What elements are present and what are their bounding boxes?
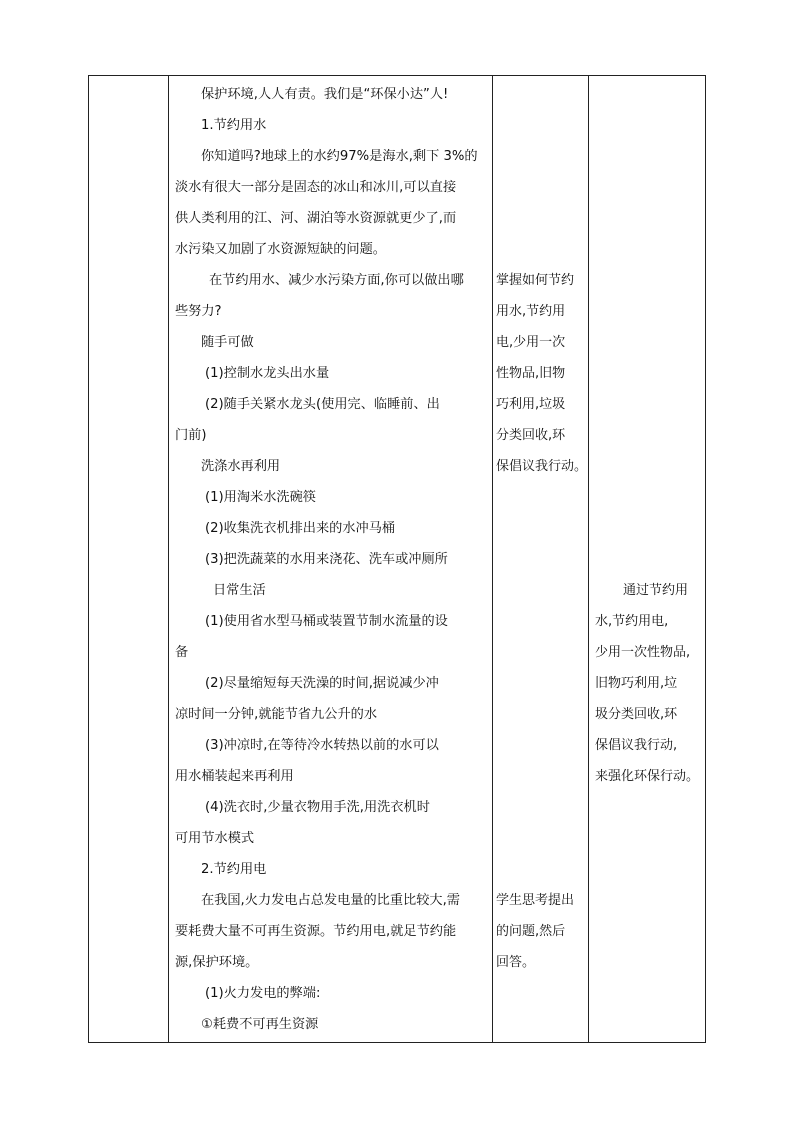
- text-line: 掌握如何节约: [496, 273, 575, 288]
- student-activity-column: [493, 76, 588, 1042]
- text-line: 些努力?: [175, 304, 222, 319]
- text-line: 的问题,然后: [496, 924, 566, 939]
- text-line: 学生思考提出: [496, 893, 575, 908]
- text-line: 源,保护环境。: [175, 955, 259, 970]
- text-line: (3)冲凉时,在等待冷水转热以前的水可以: [205, 738, 439, 753]
- text-line: 来强化环保行动。: [595, 769, 700, 784]
- text-line: 旧物巧利用,垃: [595, 676, 678, 691]
- text-line: 凉时间一分钟,就能节省九公升的水: [175, 707, 378, 722]
- text-line: 门前): [175, 428, 207, 443]
- text-line: 保倡议我行动,: [595, 738, 678, 753]
- text-line: 可用节水模式: [175, 831, 255, 846]
- text-line: (1)控制水龙头出水量: [205, 366, 330, 381]
- text-line: 水,节约用电,: [595, 614, 669, 629]
- text-line: (1)使用省水型马桶或装置节制水流量的设: [205, 614, 448, 629]
- text-line: (2)收集洗衣机排出来的水冲马桶: [205, 521, 396, 536]
- text-line: 保倡议我行动。: [496, 459, 588, 474]
- text-line: 保护环境,人人有责。我们是“环保小达”人!: [201, 87, 449, 102]
- design-intent-column: [589, 76, 706, 1042]
- text-line: 回答。: [496, 955, 536, 970]
- text-line: 供人类利用的江、河、湖泊等水资源就更少了,而: [175, 211, 457, 226]
- text-line: 性物品,旧物: [496, 366, 566, 381]
- text-line: 2.节约用电: [201, 862, 267, 877]
- text-line: (2)尽量缩短每天洗澡的时间,据说减少冲: [205, 676, 439, 691]
- text-line: 水污染又加剧了水资源短缺的问题。: [175, 242, 386, 257]
- text-line: 少用一次性物品,: [595, 645, 691, 660]
- text-line: 在我国,火力发电占总发电量的比重比较大,需: [201, 893, 460, 908]
- text-line: 随手可做: [201, 335, 254, 350]
- text-line: (1)火力发电的弊端:: [205, 986, 321, 1001]
- text-line: 在节约用水、减少水污染方面,你可以做出哪: [209, 273, 464, 288]
- text-line: 要耗费大量不可再生资源。节约用电,就足节约能: [175, 924, 457, 939]
- text-line: (3)把洗蔬菜的水用来浇花、洗车或冲厕所: [205, 552, 448, 567]
- text-line: 电,少用一次: [496, 335, 566, 350]
- teaching-content-column: [169, 76, 492, 1042]
- text-line: 巧利用,垃圾: [496, 397, 566, 412]
- lesson-table: [88, 75, 706, 1043]
- text-line: 通过节约用: [623, 583, 689, 598]
- text-line: 1.节约用水: [201, 118, 267, 133]
- text-line: 圾分类回收,环: [595, 707, 678, 722]
- text-line: 分类回收,环: [496, 428, 566, 443]
- text-line: (4)洗衣时,少量衣物用手洗,用洗衣机时: [205, 800, 430, 815]
- text-line: 你知道吗?地球上的水约97%是海水,剩下 3%的: [201, 149, 478, 164]
- text-line: 日常生活: [213, 583, 266, 598]
- text-line: 备: [175, 645, 189, 660]
- text-line: 用水,节约用: [496, 304, 566, 319]
- text-line: 洗涤水再利用: [201, 459, 281, 474]
- text-line: 淡水有很大一部分是固态的冰山和冰川,可以直接: [175, 180, 457, 195]
- text-line: ①耗费不可再生资源: [201, 1017, 319, 1032]
- text-line: (1)用淘米水洗碗筷: [205, 490, 316, 505]
- text-line: (2)随手关紧水龙头(使用完、临睡前、出: [205, 397, 440, 412]
- text-line: 用水桶装起来再利用: [175, 769, 294, 784]
- stage-column: [89, 76, 168, 1042]
